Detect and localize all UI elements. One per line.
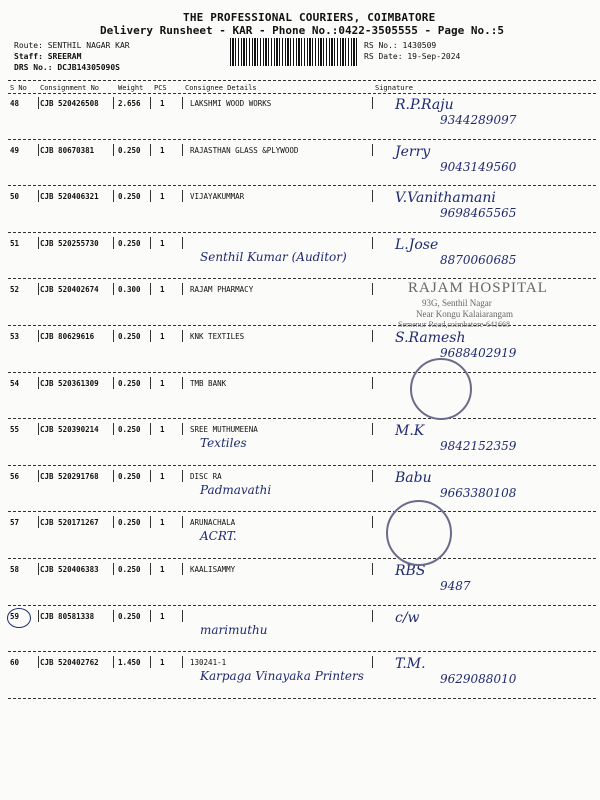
column-tick: [372, 330, 373, 342]
column-tick: [38, 377, 39, 389]
row-signature-phone: 9629088010: [440, 672, 517, 687]
row-sno: 53: [10, 332, 20, 341]
row-divider: [8, 418, 596, 419]
row-divider: [8, 651, 596, 652]
column-tick: [182, 237, 183, 249]
row-signature: V.Vanithamani: [395, 190, 496, 207]
column-tick: [182, 470, 183, 482]
column-tick: [372, 656, 373, 668]
row-consignee: DISC RA: [190, 471, 222, 481]
barcode: [230, 38, 358, 66]
row-divider: [8, 558, 596, 559]
column-tick: [372, 377, 373, 389]
column-tick: [182, 97, 183, 109]
col-pcs: PCS: [154, 84, 167, 92]
bank-round-stamp: [410, 358, 472, 420]
row-pcs: 1: [160, 471, 165, 481]
row-sno: 54: [10, 378, 20, 388]
col-weight: Weight: [118, 84, 144, 92]
col-sno: S No: [10, 84, 27, 92]
row-consignment-no: CJB 520291768: [40, 471, 99, 481]
column-tick: [182, 144, 183, 156]
column-tick: [182, 516, 183, 528]
header-bottom-rule: [8, 93, 596, 94]
row-signature-phone: 9344289097: [440, 113, 517, 127]
row-consignee: SREE MUTHUMEENA: [190, 425, 258, 435]
row-weight: 0.250: [118, 145, 141, 155]
row-weight: 0.300: [118, 285, 141, 295]
stamp-line3: Semenur Road,coimbatore-641668: [398, 320, 510, 329]
page-title: THE PROFESSIONAL COURIERS, COIMBATORE: [183, 11, 436, 24]
serial-circle-mark: [7, 608, 31, 628]
rs-number: RS No.: 1430509: [364, 41, 437, 50]
row-weight: 2.656: [118, 99, 141, 108]
row-pcs: 1: [160, 518, 165, 528]
drs-number: DRS No.: DCJB14305090S: [14, 63, 120, 72]
column-tick: [150, 610, 151, 622]
column-tick: [38, 190, 39, 202]
column-tick: [372, 470, 373, 482]
row-consignee: VIJAYAKUMMAR: [190, 192, 245, 202]
row-consignee: LAKSHMI WOOD WORKS: [190, 99, 272, 108]
row-weight: 1.450: [118, 658, 141, 668]
row-signature: L.Jose: [395, 236, 439, 253]
column-tick: [113, 330, 114, 342]
row-consignee: KNK TEXTILES: [190, 332, 245, 341]
hospital-stamp: [398, 280, 568, 336]
column-tick: [38, 610, 39, 622]
row-pcs: 1: [160, 565, 165, 574]
row-pcs: 1: [160, 192, 165, 202]
col-signature: Signature: [375, 84, 413, 92]
row-consignment-no: CJB 80670381: [40, 145, 95, 155]
row-divider: [8, 372, 596, 373]
route-label: Route: SENTHIL NAGAR KAR: [14, 41, 130, 50]
row-pcs: 1: [160, 238, 165, 248]
column-tick: [38, 237, 39, 249]
row-sno: 60: [10, 658, 20, 668]
row-handwritten-note: Senthil Kumar (Auditor): [200, 249, 347, 264]
stamp-line1: 93G, Senthil Nagar: [422, 298, 492, 308]
column-tick: [113, 190, 114, 202]
row-signature-phone: 9663380108: [440, 485, 517, 500]
column-tick: [150, 377, 151, 389]
column-tick: [150, 423, 151, 435]
row-signature: Jerry: [395, 143, 431, 160]
row-sno: 55: [10, 425, 20, 435]
row-weight: 0.250: [118, 378, 141, 388]
row-pcs: 1: [160, 332, 165, 341]
row-consignment-no: CJB 520406321: [40, 192, 99, 202]
row-divider: [8, 511, 596, 512]
column-tick: [113, 470, 114, 482]
row-signature: T.M.: [395, 656, 426, 673]
row-consignment-no: CJB 80581338: [40, 611, 95, 621]
row-consignee: 130241-1: [190, 658, 227, 668]
row-signature: Babu: [395, 469, 432, 486]
column-tick: [372, 563, 373, 575]
row-divider: [8, 139, 596, 140]
header-top-rule: [8, 80, 596, 81]
row-divider: [8, 185, 596, 186]
row-consignment-no: CJB 520390214: [40, 425, 99, 435]
column-tick: [38, 283, 39, 295]
column-tick: [182, 190, 183, 202]
column-tick: [150, 656, 151, 668]
column-tick: [150, 330, 151, 342]
row-consignment-no: CJB 520402674: [40, 285, 99, 295]
staff-label: Staff: SREERAM: [14, 52, 82, 61]
column-tick: [182, 283, 183, 295]
row-weight: 0.250: [118, 518, 141, 528]
column-tick: [113, 516, 114, 528]
row-handwritten-note: Padmavathi: [200, 482, 272, 497]
column-tick: [38, 563, 39, 575]
row-weight: 0.250: [118, 332, 141, 341]
row-consignment-no: CJB 520171267: [40, 518, 99, 528]
row-signature-phone: 9688402919: [440, 346, 517, 360]
column-tick: [38, 330, 39, 342]
page-subtitle: Delivery Runsheet - KAR - Phone No.:0422-3505555 - Page No.:5: [100, 24, 504, 37]
row-consignment-no: CJB 520426508: [40, 99, 99, 108]
column-tick: [372, 97, 373, 109]
row-sno: 58: [10, 565, 20, 574]
column-tick: [38, 423, 39, 435]
row-handwritten-note: ACRT.: [200, 529, 237, 544]
row-consignee: RAJASTHAN GLASS &PLYWOOD: [190, 145, 299, 155]
column-tick: [150, 144, 151, 156]
column-tick: [372, 516, 373, 528]
column-tick: [182, 423, 183, 435]
row-handwritten-note: Karpaga Vinayaka Printers: [200, 669, 364, 684]
row-pcs: 1: [160, 425, 165, 435]
row-sno: 56: [10, 471, 20, 481]
company-round-stamp: [386, 500, 452, 566]
row-signature: c/w: [395, 609, 420, 626]
row-weight: 0.250: [118, 611, 141, 621]
column-tick: [150, 237, 151, 249]
column-tick: [38, 97, 39, 109]
row-divider: [8, 698, 596, 699]
row-pcs: 1: [160, 99, 165, 108]
column-tick: [38, 656, 39, 668]
column-tick: [372, 144, 373, 156]
row-sno: 57: [10, 518, 20, 528]
row-pcs: 1: [160, 378, 165, 388]
row-pcs: 1: [160, 611, 165, 621]
column-tick: [113, 610, 114, 622]
row-weight: 0.250: [118, 471, 141, 481]
row-signature-phone: 9698465565: [440, 206, 517, 221]
column-tick: [113, 423, 114, 435]
row-signature: S.Ramesh: [395, 330, 466, 346]
column-tick: [182, 610, 183, 622]
column-tick: [372, 237, 373, 249]
row-signature: R.P.Raju: [395, 97, 454, 113]
row-handwritten-note: Textiles: [200, 436, 247, 451]
row-divider: [8, 465, 596, 466]
column-tick: [113, 97, 114, 109]
row-consignee: TMB BANK: [190, 378, 227, 388]
column-tick: [150, 283, 151, 295]
row-weight: 0.250: [118, 192, 141, 202]
column-tick: [38, 470, 39, 482]
column-tick: [113, 377, 114, 389]
row-signature: M.K: [395, 423, 425, 440]
column-tick: [372, 610, 373, 622]
column-tick: [150, 516, 151, 528]
column-tick: [150, 563, 151, 575]
column-tick: [113, 283, 114, 295]
row-weight: 0.250: [118, 238, 141, 248]
rs-date: RS Date: 19-Sep-2024: [364, 52, 461, 61]
row-weight: 0.250: [118, 425, 141, 435]
column-tick: [113, 144, 114, 156]
row-signature-phone: 9487: [440, 579, 471, 593]
row-sno: 59: [10, 611, 20, 621]
row-sno: 50: [10, 192, 20, 202]
row-consignment-no: CJB 520255730: [40, 238, 99, 248]
row-signature: RBS: [395, 563, 426, 579]
stamp-name: RAJAM HOSPITAL: [408, 280, 548, 296]
row-pcs: 1: [160, 658, 165, 668]
column-tick: [38, 516, 39, 528]
column-tick: [113, 656, 114, 668]
row-signature-phone: 8870060685: [440, 252, 517, 267]
row-signature-phone: 9043149560: [440, 159, 517, 174]
row-handwritten-note: marimuthu: [200, 622, 268, 637]
row-divider: [8, 605, 596, 606]
col-consignment: Consignment No: [40, 84, 100, 92]
column-tick: [182, 330, 183, 342]
column-tick: [38, 144, 39, 156]
row-sno: 51: [10, 238, 20, 248]
row-weight: 0.250: [118, 565, 141, 574]
row-divider: [8, 232, 596, 233]
row-consignment-no: CJB 520406383: [40, 565, 99, 574]
column-tick: [182, 563, 183, 575]
column-tick: [150, 97, 151, 109]
row-sno: 48: [10, 99, 20, 108]
column-tick: [182, 656, 183, 668]
row-consignee: RAJAM PHARMACY: [190, 285, 254, 295]
row-consignment-no: CJB 520361309: [40, 378, 99, 388]
stamp-line2: Near Kongu Kalaiarangam: [416, 309, 513, 319]
row-pcs: 1: [160, 285, 165, 295]
row-sno: 52: [10, 285, 20, 295]
row-pcs: 1: [160, 145, 165, 155]
column-tick: [150, 470, 151, 482]
column-tick: [113, 563, 114, 575]
column-tick: [182, 377, 183, 389]
col-consignee: Consignee Details: [185, 84, 257, 92]
column-tick: [113, 237, 114, 249]
row-signature-phone: 9842152359: [440, 439, 517, 454]
column-tick: [150, 190, 151, 202]
row-consignment-no: CJB 80629616: [40, 332, 95, 341]
column-tick: [372, 283, 373, 295]
column-tick: [372, 423, 373, 435]
row-consignment-no: CJB 520402762: [40, 658, 99, 668]
row-consignee: ARUNACHALA: [190, 518, 236, 528]
row-consignee: KAALISAMMY: [190, 565, 236, 574]
column-tick: [372, 190, 373, 202]
row-sno: 49: [10, 145, 20, 155]
